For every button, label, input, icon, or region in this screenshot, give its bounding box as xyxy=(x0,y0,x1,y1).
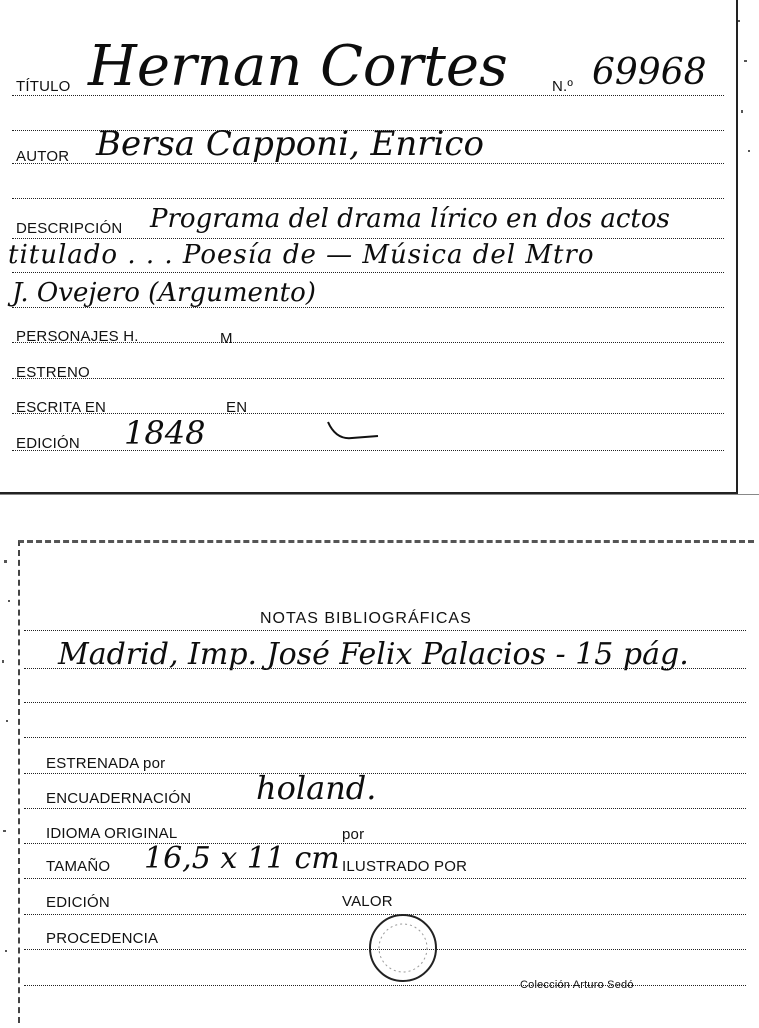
tamano-value: 16,5 x 11 cm xyxy=(144,841,340,876)
scan-speck xyxy=(8,600,10,602)
scan-speck xyxy=(4,560,7,563)
personajes-label: PERSONAJES H. xyxy=(16,328,139,345)
estreno-label: ESTRENO xyxy=(16,364,90,381)
descripcion-value-line-2: titulado . . . Poesía de — Música del Mtro xyxy=(8,240,595,270)
blank-line xyxy=(12,198,724,199)
notas-value: Madrid, Imp. José Felix Palacios - 15 pág. xyxy=(58,637,689,672)
estrenada-label: ESTRENADA por xyxy=(46,755,166,772)
descripcion-line-1 xyxy=(12,238,724,239)
card-separator-line xyxy=(0,494,759,495)
estrenada-line xyxy=(24,773,746,774)
scan-speck xyxy=(2,660,4,663)
estreno-line xyxy=(12,378,724,379)
escrita-line xyxy=(12,413,724,414)
scan-speck xyxy=(748,150,750,152)
scan-speck xyxy=(738,20,740,22)
escrita-en-label: EN xyxy=(226,399,248,416)
edicion-back-label: EDICIÓN xyxy=(46,894,110,911)
encuadernacion-value: holand. xyxy=(256,769,377,807)
ilustrado-label: ILUSTRADO POR xyxy=(342,858,468,875)
encuadernacion-label: ENCUADERNACIÓN xyxy=(46,790,192,807)
library-stamp xyxy=(366,911,440,985)
tamano-label: TAMAÑO xyxy=(46,858,111,875)
scan-speck xyxy=(6,720,8,722)
numero-label: N.º xyxy=(552,78,574,95)
numero-value: 69968 xyxy=(592,52,707,93)
scan-speck xyxy=(3,830,6,832)
notas-heading: NOTAS BIBLIOGRÁFICAS xyxy=(260,610,472,627)
descripcion-value-line-3: J. Ovejero (Argumento) xyxy=(12,278,316,308)
procedencia-label: PROCEDENCIA xyxy=(46,930,159,947)
descripcion-value-line-1: Programa del drama lírico en dos actos xyxy=(150,204,670,234)
autor-label: AUTOR xyxy=(16,148,70,165)
idioma-por-label: por xyxy=(342,826,365,843)
scan-speck xyxy=(741,110,743,113)
blank-line xyxy=(24,985,746,986)
idioma-line xyxy=(24,843,746,844)
scan-speck xyxy=(744,60,747,62)
notas-line-3 xyxy=(24,702,746,703)
descripcion-line-2 xyxy=(12,272,724,273)
coleccion-label: Colección Arturo Sedó xyxy=(520,979,634,991)
titulo-value: Hernan Cortes xyxy=(88,34,508,99)
valor-label: VALOR xyxy=(342,893,393,910)
tamano-line xyxy=(24,878,746,879)
edicion-line xyxy=(12,450,724,451)
edicion-value: 1848 xyxy=(124,414,206,452)
notas-line-1 xyxy=(24,630,746,631)
autor-value: Bersa Capponi, Enrico xyxy=(96,124,484,164)
idioma-label: IDIOMA ORIGINAL xyxy=(46,825,178,842)
notas-line-4 xyxy=(24,737,746,738)
personajes-m-label: M xyxy=(220,330,233,347)
scan-speck xyxy=(5,950,7,952)
descripcion-label: DESCRIPCIÓN xyxy=(16,220,123,237)
pen-stroke-mark xyxy=(322,418,382,448)
notas-line-2 xyxy=(24,668,746,669)
encuadernacion-line xyxy=(24,808,746,809)
edicion-label: EDICIÓN xyxy=(16,435,80,452)
escrita-label: ESCRITA EN xyxy=(16,399,107,416)
titulo-label: TÍTULO xyxy=(16,78,71,95)
catalog-card-back xyxy=(18,540,754,1023)
catalog-card-front xyxy=(0,0,738,494)
